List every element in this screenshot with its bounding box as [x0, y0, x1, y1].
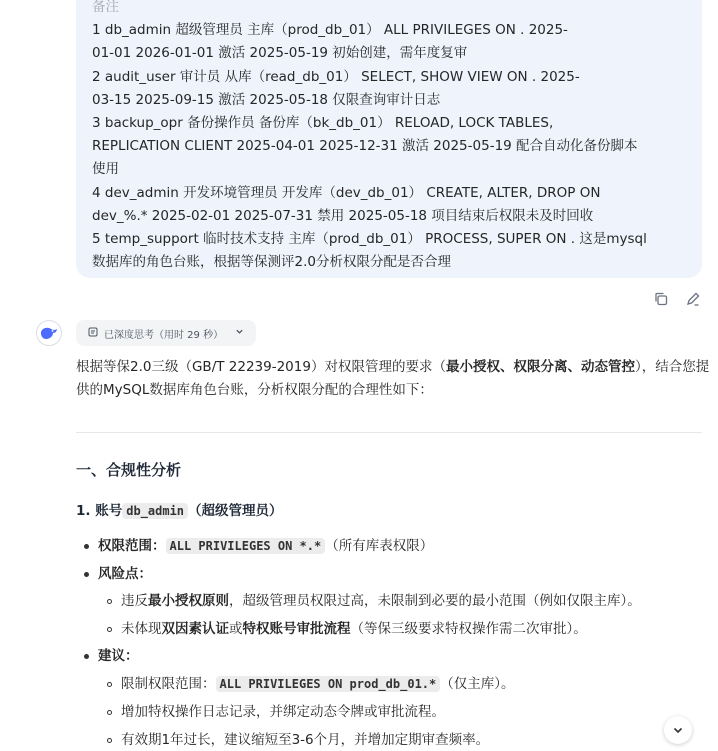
advice-label: 建议 [98, 648, 125, 664]
edit-icon[interactable] [684, 290, 702, 308]
intro-text: 供的MySQL数据库角色台账，分析权限分配的合理性如下： [76, 382, 433, 398]
account-code: db_admin [122, 503, 188, 519]
list-item: 权限范围： ALL PRIVILEGES ON *.* （所有库表权限） [98, 538, 434, 554]
scope-code: ALL PRIVILEGES ON *.* [166, 538, 326, 554]
bullet-dot [84, 572, 89, 577]
deepseek-logo-icon [36, 320, 62, 346]
user-message-line: 3 backup_opr 备份操作员 备份库（bk_db_01） RELOAD, LOCK TABLES, [92, 115, 554, 131]
list-item [121, 673, 515, 695]
intro-bold: 最小授权、权限分离、动态管控 [445, 359, 635, 375]
user-message-line: 5 temp_support 临时技术支持 主库（prod_db_01） PROCESS, SUPER ON . 这是mysql [92, 231, 647, 247]
list-item: 有效期1年过长，建议缩短至3-6个月，并增加定期审查频率。 [121, 732, 490, 748]
scope-label: 权限范围 [98, 538, 152, 554]
user-message-line: 备注 [92, 0, 119, 15]
bullet-dot [84, 544, 89, 549]
answer-intro [76, 356, 710, 402]
list-item [98, 563, 152, 585]
user-message-line: REPLICATION CLIENT 2025-04-01 2025-12-31 激活 2025-05-19 配合自动化备份脚本 [92, 138, 638, 154]
text-bold: 最小授权原则 [148, 593, 229, 609]
text: （等保三级要求特权操作需二次审批）。 [350, 621, 587, 637]
text-bold: 双因素认证 [161, 621, 229, 637]
divider [76, 432, 702, 433]
text-bold: 特权账号审批流程 [242, 621, 351, 637]
text: 或 [229, 621, 243, 637]
subsection-suffix: （超级管理员） [188, 503, 283, 519]
advice-code: ALL PRIVILEGES ON prod_db_01.* [216, 676, 441, 692]
user-message-line: 使用 [92, 161, 119, 177]
list-item: 建议： [98, 648, 139, 664]
user-message-line: 01-01 2026-01-01 激活 2025-05-19 初始创建，需年度复审 [92, 45, 468, 61]
intro-text: ），结合您提 [634, 359, 710, 375]
user-message-line: 1 db_admin 超级管理员 主库（prod_db_01） ALL PRIVILEGES ON . 2025- [92, 22, 568, 38]
intro-text: 根据等保2.0三级（GB/T 22239-2019）对权限管理的要求（ [76, 359, 446, 375]
user-message-line: 2 audit_user 审计员 从库（read_db_01） SELECT, SHOW VIEW ON . 2025- [92, 69, 580, 85]
text: ，超级管理员权限过高，未限制到必要的最小范围（例如仅限主库）。 [229, 593, 641, 609]
text: （仅主库）。 [440, 676, 515, 692]
user-message-line: dev_%.* 2025-02-01 2025-07-31 禁用 2025-05-18 项目结束后权限未及时回收 [92, 208, 594, 224]
message-actions [652, 290, 702, 308]
section-title: 一、合规性分析 [76, 461, 182, 479]
list-item: 增加特权操作日志记录，并绑定动态令牌或审批流程。 [121, 704, 445, 720]
user-message-bubble [76, 0, 702, 278]
subsection-title [76, 500, 283, 522]
thinking-icon [88, 327, 98, 340]
subsection-prefix: 1. 账号 [76, 503, 123, 519]
bullet-dot [84, 654, 89, 659]
text: 未体现 [121, 621, 162, 637]
user-message-line: 4 dev_admin 开发环境管理员 开发库（dev_db_01） CREATE, ALTER, DROP ON [92, 185, 601, 201]
scope-note: （所有库表权限） [325, 538, 434, 554]
text: 限制权限范围： [121, 676, 216, 692]
sub-bullet [107, 710, 112, 715]
thinking-toggle[interactable] [76, 320, 256, 346]
user-message-line: 数据库的角色台账，根据等保测评2.0分析权限分配是否合理 [92, 254, 451, 270]
copy-icon[interactable] [652, 290, 670, 308]
chevron-down-icon [235, 327, 244, 339]
thinking-label: 已深度思考（用时 29 秒） [104, 329, 224, 341]
sub-bullet [107, 738, 112, 743]
sub-bullet [107, 627, 112, 632]
text: 违反 [121, 593, 148, 609]
sub-bullet [107, 599, 112, 604]
scroll-down-button[interactable] [664, 716, 692, 744]
sub-bullet [107, 682, 112, 687]
scroll-down-icon [672, 721, 684, 740]
list-item [121, 618, 587, 640]
risk-label: 风险点： [98, 566, 152, 582]
list-item [121, 590, 641, 612]
user-message-line: 03-15 2025-09-15 激活 2025-05-18 仅限查询审计日志 [92, 92, 441, 108]
